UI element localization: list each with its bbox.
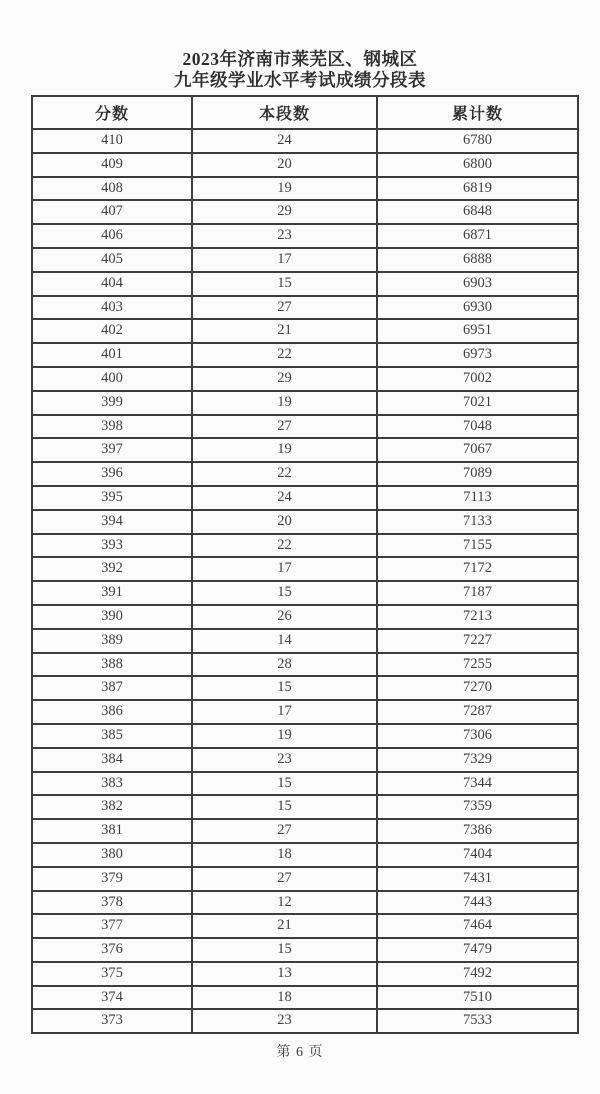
table-row — [32, 224, 578, 248]
score-cell: 380 — [32, 843, 192, 867]
segment-count-cell: 15 — [192, 795, 377, 819]
cumulative-count-cell: 7306 — [377, 724, 578, 748]
score-cell: 399 — [32, 391, 192, 415]
cumulative-count-cell: 7386 — [377, 819, 578, 843]
cumulative-count-cell: 7113 — [377, 486, 578, 510]
segment-count-cell: 22 — [192, 343, 377, 367]
table-row — [32, 962, 578, 986]
segment-count-cell: 27 — [192, 819, 377, 843]
table-row — [32, 367, 578, 391]
score-cell: 407 — [32, 200, 192, 224]
cumulative-count-cell: 7270 — [377, 676, 578, 700]
segment-count-cell: 15 — [192, 772, 377, 796]
score-cell: 406 — [32, 224, 192, 248]
score-cell: 383 — [32, 772, 192, 796]
cumulative-count-cell: 7089 — [377, 462, 578, 486]
table-row — [32, 724, 578, 748]
table-row — [32, 653, 578, 677]
table-row — [32, 200, 578, 224]
cumulative-count-cell: 6888 — [377, 248, 578, 272]
segment-count-cell: 22 — [192, 462, 377, 486]
table-row — [32, 129, 578, 153]
segment-count-cell: 15 — [192, 272, 377, 296]
score-cell: 385 — [32, 724, 192, 748]
score-cell: 396 — [32, 462, 192, 486]
segment-count-cell: 21 — [192, 914, 377, 938]
table-row — [32, 248, 578, 272]
segment-count-cell: 17 — [192, 700, 377, 724]
table-body — [32, 129, 578, 1033]
table-row — [32, 153, 578, 177]
title-line-1: 2023年济南市莱芜区、钢城区 — [182, 49, 418, 69]
score-cell: 410 — [32, 129, 192, 153]
table-row — [32, 581, 578, 605]
segment-count-cell: 15 — [192, 581, 377, 605]
table-row — [32, 391, 578, 415]
segment-count-cell: 29 — [192, 367, 377, 391]
score-cell: 384 — [32, 748, 192, 772]
segment-count-cell: 21 — [192, 319, 377, 343]
score-cell: 394 — [32, 510, 192, 534]
column-header-cumulative-count: 累计数 — [377, 96, 578, 129]
segment-count-cell: 17 — [192, 248, 377, 272]
table-row — [32, 843, 578, 867]
segment-count-cell: 15 — [192, 676, 377, 700]
score-cell: 393 — [32, 534, 192, 558]
score-distribution-table — [31, 95, 579, 1034]
segment-count-cell: 22 — [192, 534, 377, 558]
segment-count-cell: 14 — [192, 629, 377, 653]
cumulative-count-cell: 7227 — [377, 629, 578, 653]
segment-count-cell: 13 — [192, 962, 377, 986]
score-cell: 401 — [32, 343, 192, 367]
score-cell: 387 — [32, 676, 192, 700]
cumulative-count-cell: 6973 — [377, 343, 578, 367]
score-cell: 400 — [32, 367, 192, 391]
table-row — [32, 772, 578, 796]
table-row — [32, 343, 578, 367]
column-header-segment-count: 本段数 — [192, 96, 377, 129]
table-row — [32, 700, 578, 724]
title-line-2: 九年级学业水平考试成绩分段表 — [174, 70, 426, 90]
segment-count-cell: 27 — [192, 415, 377, 439]
cumulative-count-cell: 7464 — [377, 914, 578, 938]
score-cell: 374 — [32, 986, 192, 1010]
score-cell: 397 — [32, 438, 192, 462]
segment-count-cell: 17 — [192, 557, 377, 581]
cumulative-count-cell: 7067 — [377, 438, 578, 462]
score-cell: 382 — [32, 795, 192, 819]
segment-count-cell: 29 — [192, 200, 377, 224]
score-cell: 409 — [32, 153, 192, 177]
table-row — [32, 1009, 578, 1033]
cumulative-count-cell: 7048 — [377, 415, 578, 439]
table-row — [32, 462, 578, 486]
cumulative-count-cell: 6848 — [377, 200, 578, 224]
segment-count-cell: 15 — [192, 938, 377, 962]
cumulative-count-cell: 6819 — [377, 177, 578, 201]
segment-count-cell: 27 — [192, 867, 377, 891]
cumulative-count-cell: 7443 — [377, 891, 578, 915]
score-cell: 388 — [32, 653, 192, 677]
cumulative-count-cell: 6800 — [377, 153, 578, 177]
score-cell: 376 — [32, 938, 192, 962]
segment-count-cell: 26 — [192, 605, 377, 629]
score-cell: 375 — [32, 962, 192, 986]
score-cell: 402 — [32, 319, 192, 343]
cumulative-count-cell: 7287 — [377, 700, 578, 724]
table-row — [32, 914, 578, 938]
score-cell: 389 — [32, 629, 192, 653]
segment-count-cell: 19 — [192, 724, 377, 748]
cumulative-count-cell: 7021 — [377, 391, 578, 415]
cumulative-count-cell: 7133 — [377, 510, 578, 534]
segment-count-cell: 24 — [192, 486, 377, 510]
score-cell: 392 — [32, 557, 192, 581]
table-row — [32, 748, 578, 772]
cumulative-count-cell: 7155 — [377, 534, 578, 558]
segment-count-cell: 19 — [192, 177, 377, 201]
score-cell: 395 — [32, 486, 192, 510]
table-row — [32, 438, 578, 462]
segment-count-cell: 18 — [192, 843, 377, 867]
cumulative-count-cell: 7431 — [377, 867, 578, 891]
cumulative-count-cell: 6951 — [377, 319, 578, 343]
cumulative-count-cell: 7492 — [377, 962, 578, 986]
table-row — [32, 415, 578, 439]
segment-count-cell: 27 — [192, 296, 377, 320]
cumulative-count-cell: 6903 — [377, 272, 578, 296]
segment-count-cell: 23 — [192, 1009, 377, 1033]
segment-count-cell: 20 — [192, 153, 377, 177]
cumulative-count-cell: 7172 — [377, 557, 578, 581]
table-row — [32, 486, 578, 510]
table-row — [32, 676, 578, 700]
segment-count-cell: 12 — [192, 891, 377, 915]
table-row — [32, 557, 578, 581]
page-number: 第 6 页 — [276, 1045, 324, 1061]
cumulative-count-cell: 6780 — [377, 129, 578, 153]
score-cell: 405 — [32, 248, 192, 272]
segment-count-cell: 23 — [192, 748, 377, 772]
score-cell: 404 — [32, 272, 192, 296]
cumulative-count-cell: 7329 — [377, 748, 578, 772]
segment-count-cell: 20 — [192, 510, 377, 534]
cumulative-count-cell: 7510 — [377, 986, 578, 1010]
cumulative-count-cell: 7255 — [377, 653, 578, 677]
cumulative-count-cell: 7359 — [377, 795, 578, 819]
segment-count-cell: 23 — [192, 224, 377, 248]
table-row — [32, 938, 578, 962]
table-row — [32, 296, 578, 320]
segment-count-cell: 19 — [192, 438, 377, 462]
cumulative-count-cell: 6871 — [377, 224, 578, 248]
cumulative-count-cell: 7213 — [377, 605, 578, 629]
table-row — [32, 795, 578, 819]
cumulative-count-cell: 7404 — [377, 843, 578, 867]
segment-count-cell: 19 — [192, 391, 377, 415]
cumulative-count-cell: 7002 — [377, 367, 578, 391]
table-row — [32, 605, 578, 629]
cumulative-count-cell: 7344 — [377, 772, 578, 796]
table-row — [32, 819, 578, 843]
score-cell: 378 — [32, 891, 192, 915]
table-row — [32, 272, 578, 296]
segment-count-cell: 24 — [192, 129, 377, 153]
table-row — [32, 177, 578, 201]
score-cell: 386 — [32, 700, 192, 724]
table-header — [32, 96, 578, 129]
cumulative-count-cell: 7479 — [377, 938, 578, 962]
score-cell: 403 — [32, 296, 192, 320]
score-cell: 391 — [32, 581, 192, 605]
table-row — [32, 319, 578, 343]
score-cell: 377 — [32, 914, 192, 938]
score-cell: 373 — [32, 1009, 192, 1033]
score-cell: 381 — [32, 819, 192, 843]
cumulative-count-cell: 7533 — [377, 1009, 578, 1033]
document-title — [0, 0, 600, 91]
table-row — [32, 867, 578, 891]
table-row — [32, 534, 578, 558]
column-header-score: 分数 — [32, 96, 192, 129]
cumulative-count-cell: 6930 — [377, 296, 578, 320]
segment-count-cell: 18 — [192, 986, 377, 1010]
segment-count-cell: 28 — [192, 653, 377, 677]
score-cell: 398 — [32, 415, 192, 439]
score-cell: 408 — [32, 177, 192, 201]
table-row — [32, 629, 578, 653]
header-row — [32, 96, 578, 129]
table-row — [32, 986, 578, 1010]
cumulative-count-cell: 7187 — [377, 581, 578, 605]
score-cell: 390 — [32, 605, 192, 629]
table-row — [32, 891, 578, 915]
table-row — [32, 510, 578, 534]
score-cell: 379 — [32, 867, 192, 891]
